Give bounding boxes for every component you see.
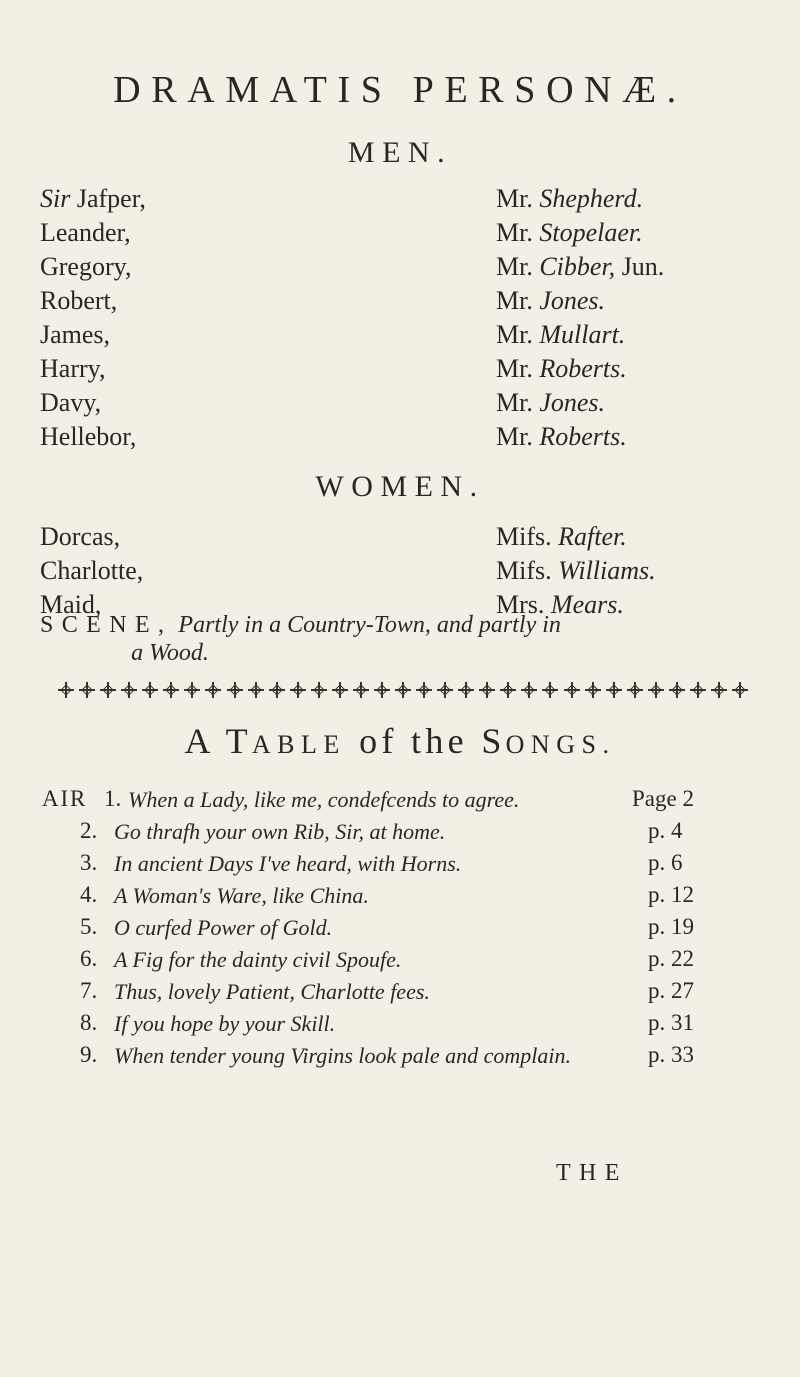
song-number: 2. [80, 818, 98, 843]
title-able: ABLE [251, 730, 346, 759]
role-entry [40, 184, 146, 214]
fleuron-icon [290, 682, 306, 698]
actor-title: Mr. [496, 286, 540, 315]
song-number: 5. [80, 914, 98, 939]
fleuron-icon [248, 682, 264, 698]
fleuron-icon [458, 682, 474, 698]
song-title: If you hope by your Skill. [114, 1011, 336, 1036]
song-title: A Fig for the dainty civil Spoufe. [114, 947, 402, 972]
song-title: When a Lady, like me, condefcends to agree. [128, 787, 520, 812]
actor-name: Rafter. [558, 522, 627, 551]
song-page: p. 19 [648, 914, 694, 939]
song-number: 1. [104, 786, 122, 811]
fleuron-icon [690, 682, 706, 698]
fleuron-icon [627, 682, 643, 698]
song-page: p. 22 [648, 946, 694, 971]
fleuron-icon [142, 682, 158, 698]
actor-title: Mifs. [496, 522, 559, 551]
actor-entry [496, 252, 664, 282]
air-label: AIR [42, 786, 88, 811]
actor-name: Shepherd. [539, 184, 644, 213]
actor-name: Roberts. [539, 354, 627, 383]
scene-continuation: a Wood. [131, 640, 209, 666]
fleuron-icon [395, 682, 411, 698]
actor-name: Roberts. [539, 422, 627, 451]
ornament-divider [58, 678, 748, 702]
fleuron-icon [500, 682, 516, 698]
fleuron-icon [374, 682, 390, 698]
fleuron-icon [711, 682, 727, 698]
fleuron-icon [311, 682, 327, 698]
scene-text: Partly in a Country-Town, and partly in [178, 612, 561, 638]
actor-name: Jones. [539, 388, 606, 417]
role-entry: Robert, [40, 286, 118, 315]
role-entry: Maid, [40, 590, 102, 619]
fleuron-icon [521, 682, 537, 698]
fleuron-icon [648, 682, 664, 698]
actor-name: Jones. [539, 286, 606, 315]
actor-title: Mr. [496, 320, 540, 349]
song-number: 8. [80, 1010, 98, 1035]
actor-title: Mr. [496, 218, 540, 247]
role-entry: Dorcas, [40, 522, 121, 551]
actor-name: Mullart. [539, 320, 626, 349]
actor-name: Stopelaer. [539, 218, 643, 247]
title-a: A [184, 721, 213, 761]
fleuron-icon [163, 682, 179, 698]
actor-entry [496, 218, 643, 248]
song-number: 4. [80, 882, 98, 907]
scene-label: SCENE, [40, 612, 173, 638]
song-page: p. 31 [648, 1010, 694, 1035]
role-entry: Leander, [40, 218, 131, 247]
actor-name: Williams. [558, 556, 656, 585]
song-page: p. 6 [648, 850, 683, 875]
actor-title: Mr. [496, 184, 540, 213]
song-title: A Woman's Ware, like China. [114, 883, 369, 908]
actor-name: Cibber, [539, 252, 616, 281]
role-entry: Charlotte, [40, 556, 144, 585]
actor-entry [496, 184, 643, 214]
title-s: S [481, 721, 506, 761]
role-entry: Harry, [40, 354, 106, 383]
fleuron-icon [227, 682, 243, 698]
fleuron-icon [437, 682, 453, 698]
page-heading: DRAMATIS PERSONÆ. [113, 69, 687, 111]
role-prefix: Sir [40, 184, 71, 213]
fleuron-icon [353, 682, 369, 698]
song-page: p. 4 [648, 818, 683, 843]
song-number: 7. [80, 978, 98, 1003]
fleuron-icon [416, 682, 432, 698]
fleuron-icon [100, 682, 116, 698]
actor-title: Mr. [496, 252, 540, 281]
women-heading: WOMEN. [315, 470, 485, 503]
fleuron-icon [184, 682, 200, 698]
fleuron-icon [669, 682, 685, 698]
song-title: In ancient Days I've heard, with Horns. [114, 851, 462, 876]
fleuron-icon [606, 682, 622, 698]
song-page: p. 12 [648, 882, 694, 907]
fleuron-icon [58, 682, 74, 698]
title-t: T [225, 721, 252, 761]
fleuron-icon [121, 682, 137, 698]
actor-title: Mr. [496, 354, 540, 383]
role-entry: Hellebor, [40, 422, 137, 451]
fleuron-icon [79, 682, 95, 698]
fleuron-icon [479, 682, 495, 698]
catchword: THE [556, 1160, 628, 1186]
title-of-the: of the [359, 721, 468, 761]
actor-entry [496, 286, 605, 316]
song-number: 3. [80, 850, 98, 875]
song-title: Go thrafh your own Rib, Sir, at home. [114, 819, 446, 844]
actor-name: Mears. [550, 590, 624, 619]
title-ongs: ONGS. [505, 730, 616, 759]
song-page: p. 27 [648, 978, 694, 1003]
fleuron-icon [564, 682, 580, 698]
fleuron-icon [542, 682, 558, 698]
song-page: Page 2 [632, 786, 694, 811]
scene-line [40, 612, 780, 639]
song-title: Thus, lovely Patient, Charlotte fees. [114, 979, 430, 1004]
actor-title: Mr. [496, 422, 540, 451]
fleuron-icon [332, 682, 348, 698]
fleuron-icon [585, 682, 601, 698]
song-number: 6. [80, 946, 98, 971]
fleuron-icon [269, 682, 285, 698]
song-number: 9. [80, 1042, 98, 1067]
actor-entry [496, 522, 627, 552]
actor-entry [496, 388, 605, 418]
role-entry: James, [40, 320, 111, 349]
men-heading: MEN. [347, 136, 453, 169]
role-entry: Davy, [40, 388, 102, 417]
actor-entry [496, 354, 627, 384]
actor-suffix: Jun. [615, 252, 665, 281]
role-entry: Gregory, [40, 252, 132, 281]
actor-title: Mifs. [496, 556, 559, 585]
song-page: p. 33 [648, 1042, 694, 1067]
actor-title: Mrs. [496, 590, 551, 619]
songs-table-title [0, 720, 800, 762]
actor-title: Mr. [496, 388, 540, 417]
song-title: O curfed Power of Gold. [114, 915, 333, 940]
actor-entry [496, 556, 656, 586]
role-name: Jafper, [70, 184, 146, 213]
actor-entry [496, 422, 627, 452]
fleuron-icon [732, 682, 748, 698]
song-title: When tender young Virgins look pale and complain. [114, 1043, 572, 1068]
actor-entry [496, 320, 625, 350]
fleuron-icon [205, 682, 221, 698]
